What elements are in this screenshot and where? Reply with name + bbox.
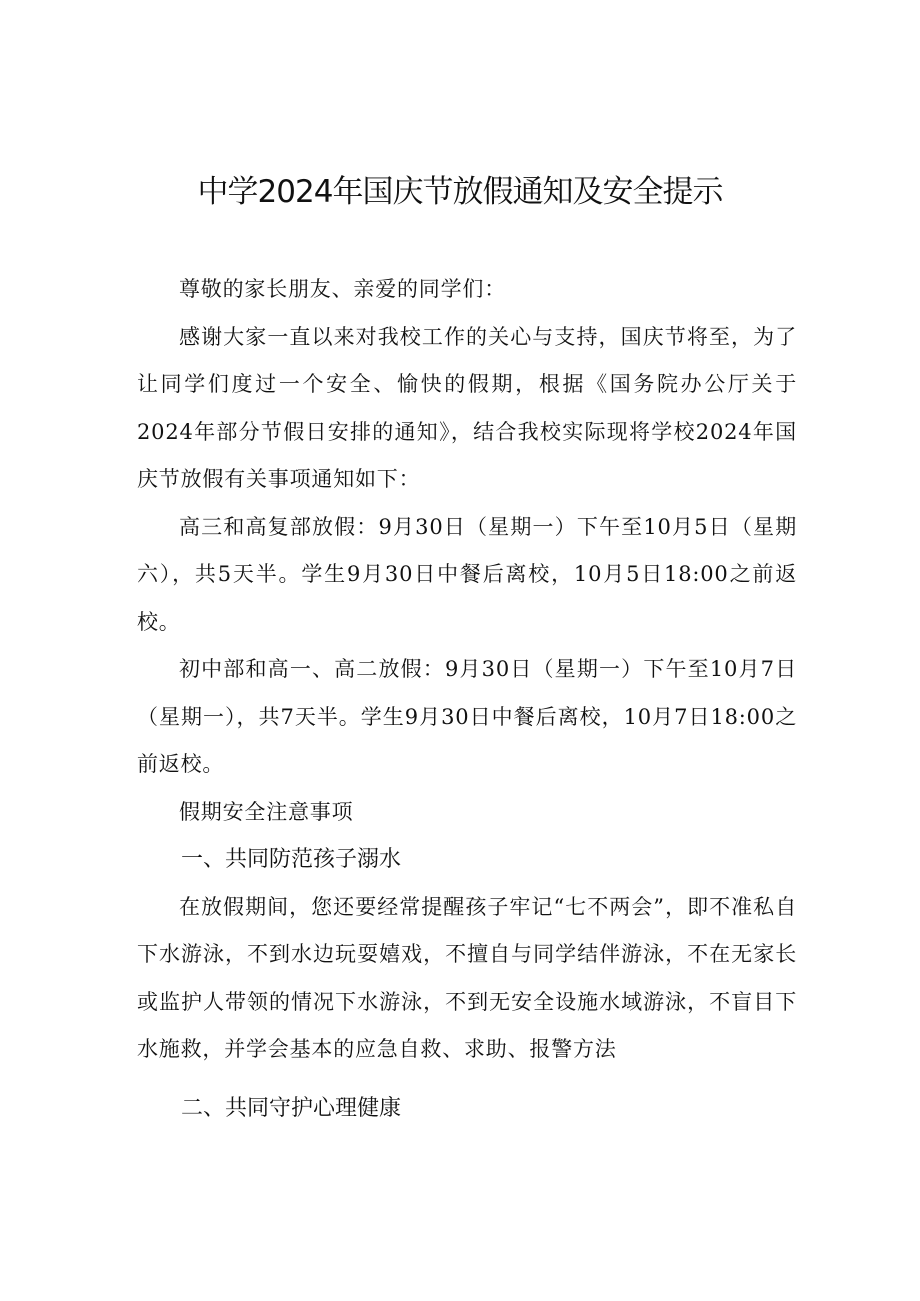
senior-holiday-paragraph: 高三和高复部放假：9月30日（星期一）下午至10月5日（星期六），共5天半。学生9月30日中餐后离校，10月5日18:00之前返校。 [137, 514, 797, 634]
document-title: 中学2024年国庆节放假通知及安全提示 [197, 174, 723, 210]
intro-paragraph: 感谢大家一直以来对我校工作的关心与支持，国庆节将至，为了让同学们度过一个安全、愉快的假期，根据《国务院办公厅关于2024年部分节假日安排的通知》，结合我校实际现将学校2024年国庆节放假有关事项通知如下： [137, 324, 797, 491]
junior-holiday-paragraph: 初中部和高一、高二放假：9月30日（星期一）下午至10月7日（星期一），共7天半。学生9月30日中餐后离校，10月7日18:00之前返校。 [137, 657, 797, 776]
document-body [137, 266, 797, 1132]
section1-paragraph: 在放假期间，您还要经常提醒孩子牢记“七不两会”，即不准私自下水游泳，不到水边玩耍嬉戏，不擅自与同学结伴游泳，不在无家长或监护人带领的情况下水游泳，不到无安全设施水域游泳，不盲目下水施救，并学会基本的应急自救、求助、报警方法 [137, 894, 797, 1061]
section1-heading: 一、共同防范孩子溺水 [181, 847, 402, 872]
section2-heading: 二、共同守护心理健康 [181, 1095, 402, 1121]
greeting-paragraph: 尊敬的家长朋友、亲爱的同学们： [179, 277, 506, 301]
safety-title-paragraph: 假期安全注意事项 [179, 799, 354, 824]
